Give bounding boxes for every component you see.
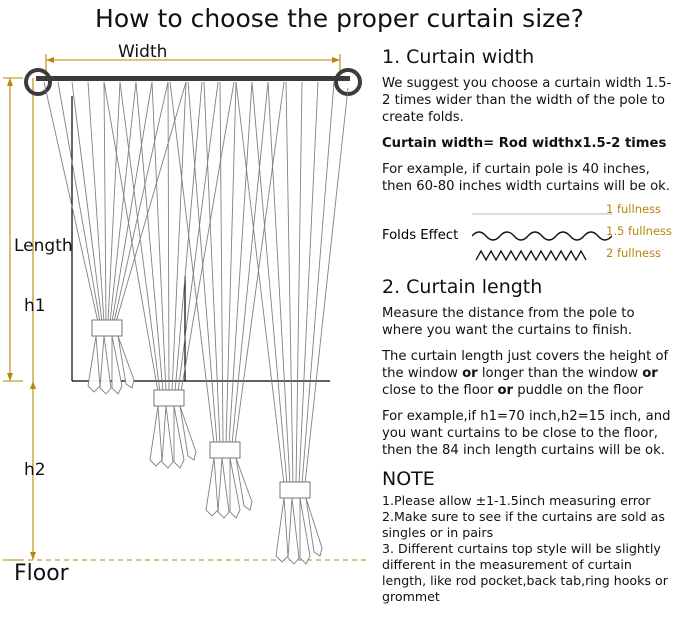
length-p2-g: puddle on the floor: [513, 383, 644, 399]
folds-legend: [606, 204, 676, 270]
length-paragraph-1: Measure the distance from the pole to where you want the curtains to finish.: [382, 306, 635, 339]
length-p2-e: close to the floor: [382, 383, 498, 399]
page-title: How to choose the proper curtain size?: [95, 4, 584, 33]
width-label: Width: [118, 42, 168, 62]
length-p2-c: longer than the window: [477, 366, 643, 382]
curtain-panel-4: [236, 82, 348, 564]
folds-effect-block: [382, 204, 676, 270]
h2-label: h2: [24, 460, 46, 480]
width-paragraph-2: For example, if curtain pole is 40 inches, then 60-80 inches width curtains will be ok.: [382, 162, 670, 195]
folds-legend-item-1: 1 fullness: [606, 202, 662, 217]
folds-legend-item-2: 1.5 fullness: [606, 224, 673, 239]
folds-legend-item-3: 2 fullness: [606, 246, 662, 261]
length-p2-or2: or: [642, 366, 658, 382]
section-heading-width: 1. Curtain width: [382, 46, 535, 68]
text-column: [382, 46, 676, 604]
note-item-1: 1.Please allow ±1-1.5inch measuring error: [382, 493, 651, 509]
length-p2-a: The curtain length just covers the height of the window: [382, 349, 669, 382]
floor-label: Floor: [14, 561, 69, 586]
width-paragraph-1: We suggest you choose a curtain width 1.5-2 times wider than the width of the pole to create folds.: [382, 76, 672, 126]
length-p2-or1: or: [462, 366, 478, 382]
curtain-diagram: [0, 36, 372, 617]
length-paragraph-2: [382, 348, 676, 399]
curtain-panels: [44, 82, 348, 564]
width-formula: Curtain width= Rod widthx1.5-2 times: [382, 136, 667, 152]
h1-label: h1: [24, 296, 46, 316]
section-heading-note: NOTE: [382, 468, 435, 491]
curtain-diagram-svg: [0, 36, 372, 617]
length-p2-or3: or: [497, 383, 514, 399]
note-list: [382, 493, 676, 604]
note-item-2: 2.Make sure to see if the curtains are sold as singles or in pairs: [382, 509, 665, 541]
width-dimension: [46, 54, 340, 72]
length-paragraph-3: For example,if h1=70 inch,h2=15 inch, and you want curtains to be close to the floor, then the 84 inch length curtains will be ok.: [382, 409, 671, 459]
length-label: Length: [14, 236, 73, 256]
folds-effect-label: Folds Effect: [382, 228, 459, 244]
section-heading-length: 2. Curtain length: [382, 276, 543, 299]
vertical-dimensions: [3, 78, 36, 560]
curtain-rod: [26, 70, 360, 94]
note-item-3: 3. Different curtains top style will be slightly different in the measurement of curtain length, like rod pocket,back tab,ring hooks or grommet: [382, 541, 668, 604]
folds-effect-curves: [472, 204, 612, 270]
